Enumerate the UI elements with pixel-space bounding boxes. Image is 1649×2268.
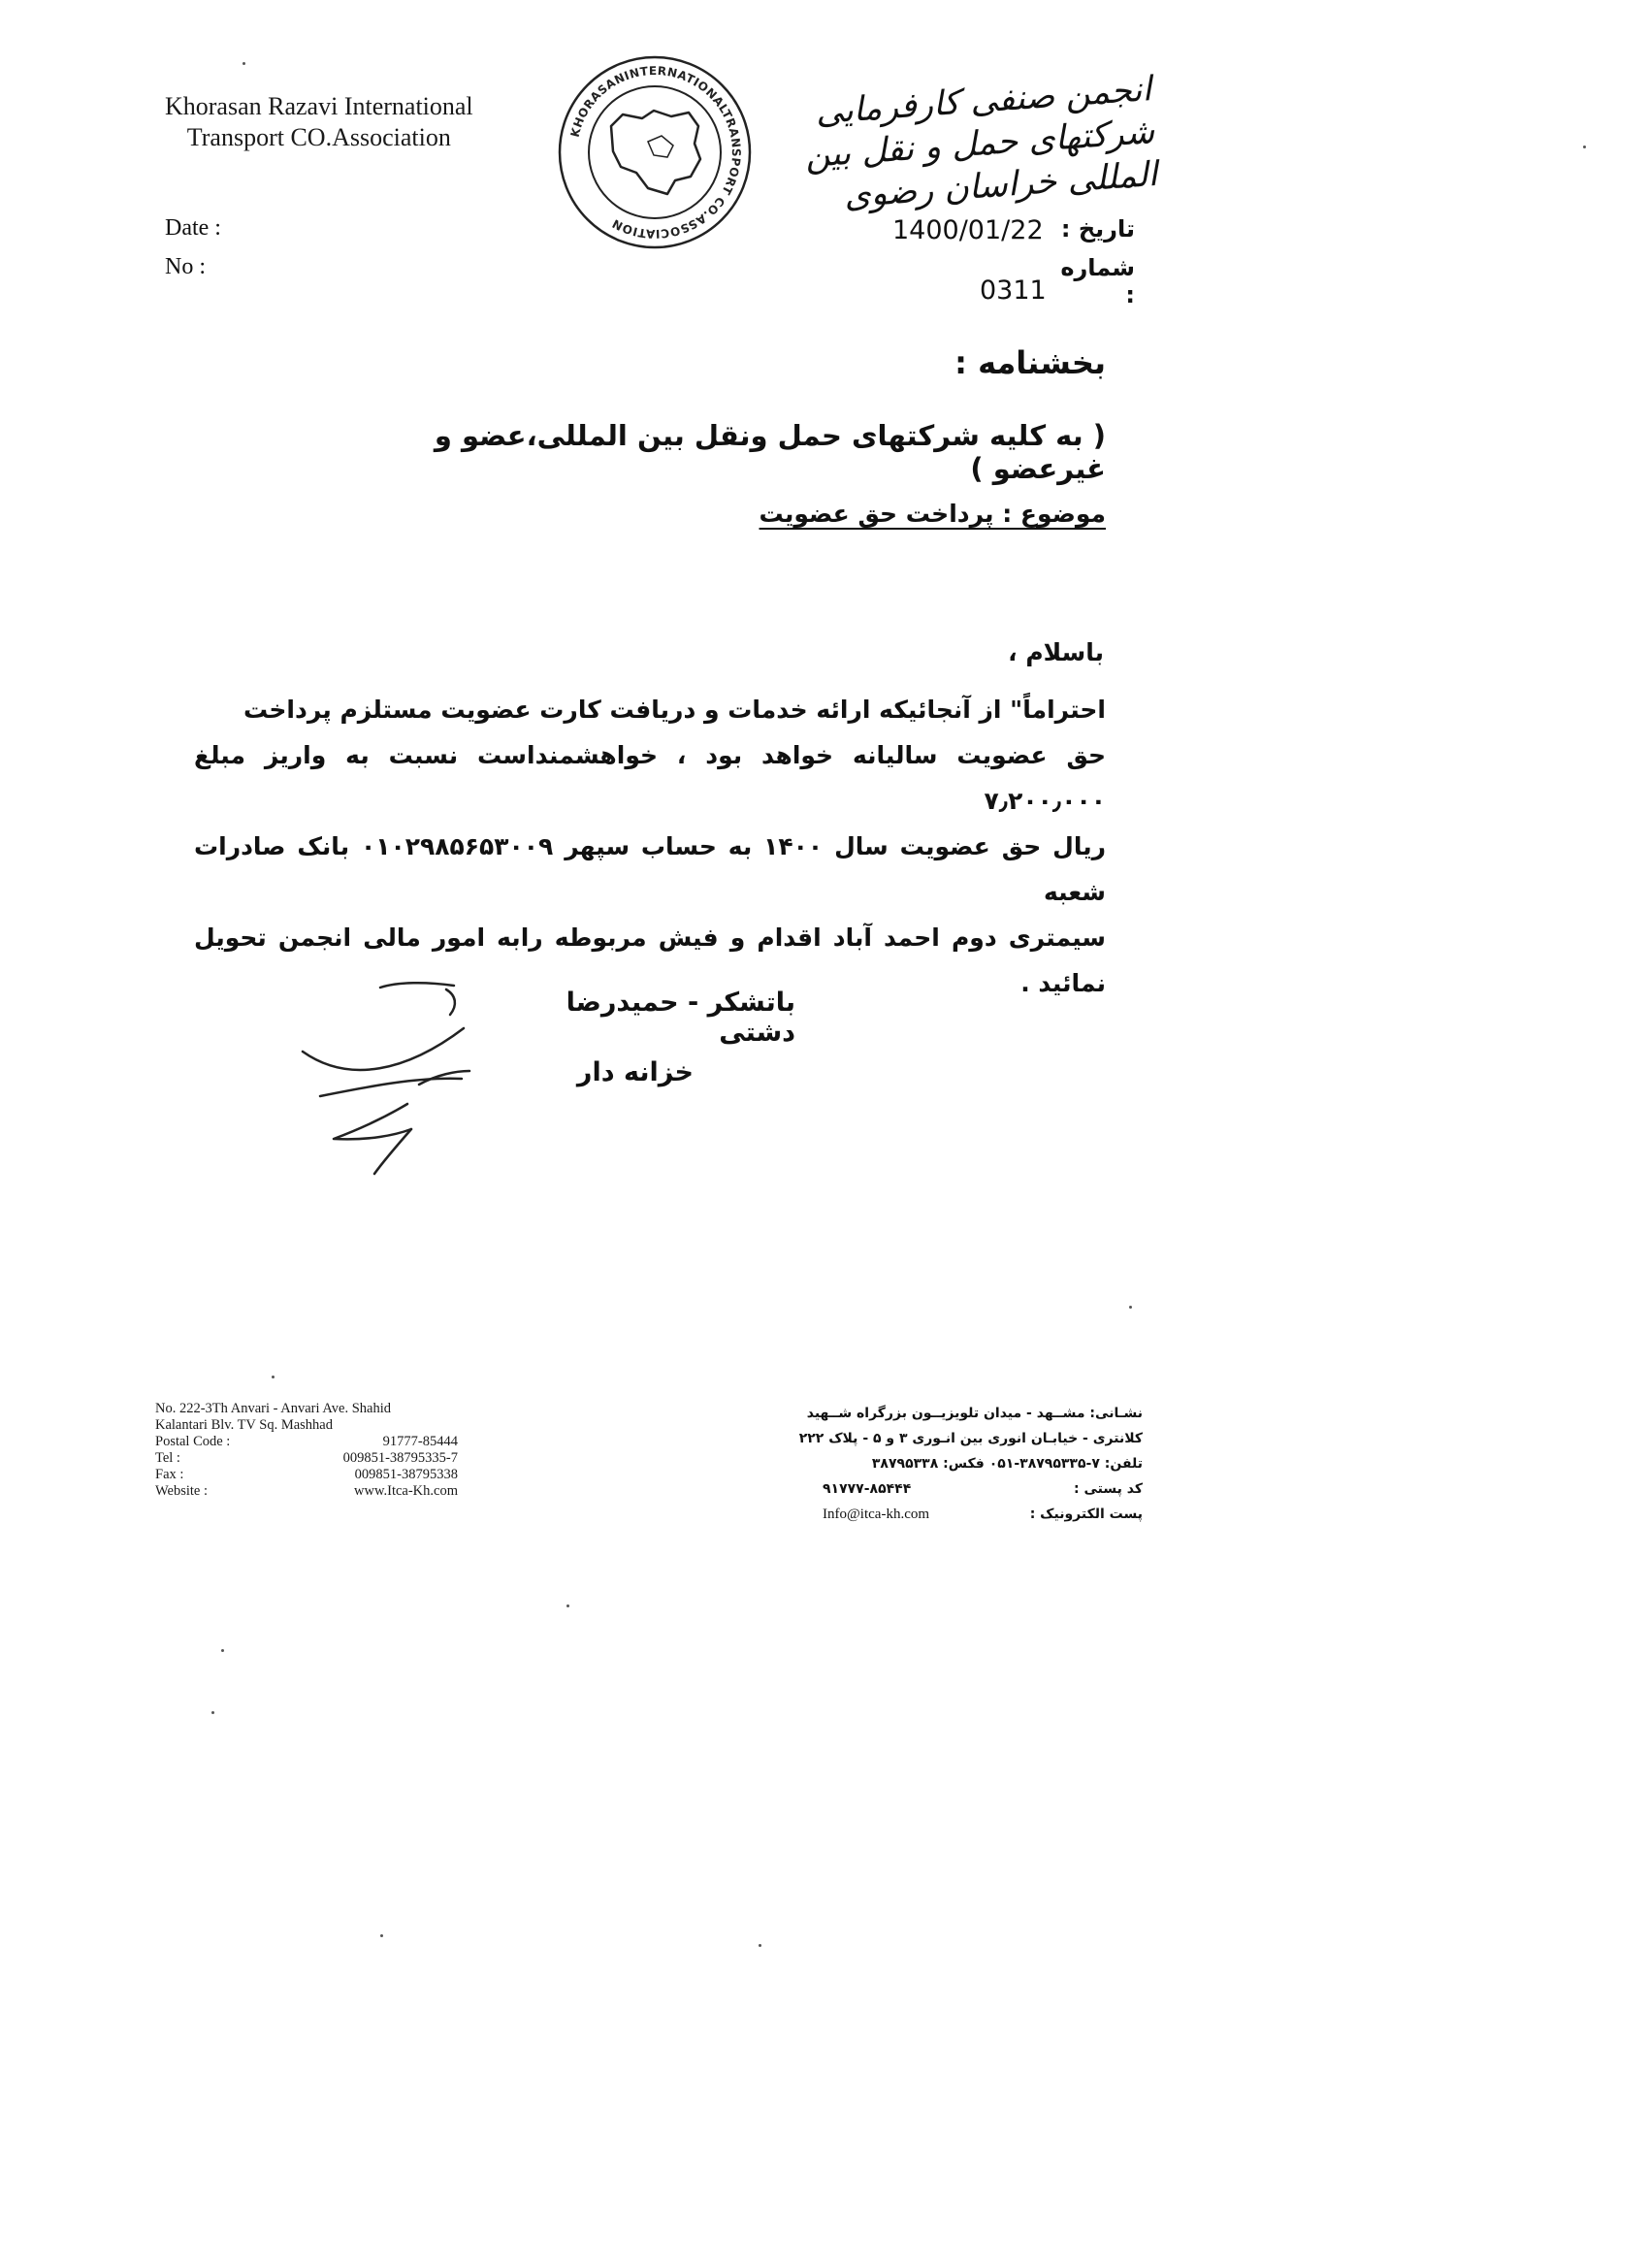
body-line: احتراماً" از آنجائیکه ارائه خدمات و دریافت کارت عضویت مستلزم پرداخت (242, 696, 1106, 724)
footer-postal-value: 91777-85444 (382, 1434, 458, 1449)
footer-postal-row (155, 1434, 458, 1450)
date-label-fa: تاریخ : (1060, 215, 1135, 243)
handwritten-signature (291, 970, 524, 1183)
organization-name-en-line2: Transport CO.Association (186, 123, 451, 151)
footer-fa-postal-label: کد پستی : (1074, 1481, 1143, 1497)
footer-website-value: www.Itca-Kh.com (354, 1483, 458, 1499)
footer-tel-row (155, 1450, 458, 1467)
date-label-en: Date : (165, 215, 221, 241)
closing-signer: باتشکر - حمیدرضا دشتی (566, 988, 795, 1048)
footer-contact-en (155, 1401, 458, 1500)
scan-speck (211, 1711, 214, 1714)
footer-fa-address-line: کلانتری - خیابـان انوری بین انـوری ۳ و ۵ - پلاک ۲۲۲ (798, 1431, 1143, 1446)
organization-name-en-line1: Khorasan Razavi International (165, 92, 473, 120)
body-line: حق عضویت سالیانه خواهد بود ، خواهشمنداست نسبت به واریز مبلغ ۷٫۲۰۰٫۰۰۰ (194, 741, 1106, 815)
footer-tel-value: 009851-38795335-7 (342, 1450, 458, 1466)
scan-speck (272, 1376, 275, 1378)
date-value: 1400/01/22 (892, 215, 1044, 245)
footer-address-line: No. 222-3Th Anvari - Anvari Ave. Shahid (155, 1401, 391, 1416)
body-line: ریال حق عضویت سال ۱۴۰۰ به حساب سپهر ۰۱۰۲۹۸۵۶۵۳۰۰۹ بانک صادرات شعبه (194, 832, 1106, 906)
number-label-en: No : (165, 254, 206, 279)
scan-speck (1583, 146, 1586, 148)
letter-body (194, 687, 1106, 1006)
footer-address-line: Kalantari Blv. TV Sq. Mashhad (155, 1417, 333, 1433)
svg-text:KHORASANINTERNATIONALTRANSPORT: KHORASANINTERNATIONALTRANSPORT CO.ASSOCIATION (567, 63, 744, 242)
number-label-fa: شماره : (1060, 254, 1135, 308)
number-value: 0311 (980, 275, 1047, 306)
scan-speck (566, 1604, 569, 1607)
footer-postal-label: Postal Code : (155, 1434, 231, 1449)
footer-tel-label: Tel : (155, 1450, 180, 1466)
footer-fa-phone-line: تلفن: ۷-۳۸۷۹۵۳۳۵-۰۵۱ فکس: ۳۸۷۹۵۳۳۸ (871, 1456, 1143, 1472)
scan-speck (759, 1944, 761, 1947)
footer-fa-email-value: Info@itca-kh.com (823, 1507, 930, 1522)
body-line: سیمتری دوم احمد آباد اقدام و فیش مربوطه رابه امور مالی انجمن تحویل نمائید . (194, 923, 1106, 997)
scan-speck (242, 62, 245, 65)
footer-fax-value: 009851-38795338 (354, 1467, 458, 1482)
footer-fa-postal-value: ۹۱۷۷۷-۸۵۴۴۴ (823, 1481, 912, 1497)
footer-fa-email-label: پست الکترونیک : (1029, 1507, 1143, 1522)
circular-heading: بخشنامه : (954, 344, 1106, 381)
footer-fax-row (155, 1467, 458, 1483)
footer-contact-fa (798, 1401, 1143, 1527)
signer-role: خزانه دار (576, 1057, 694, 1087)
footer-website-row (155, 1483, 458, 1500)
association-seal-logo (553, 50, 757, 254)
footer-website-label: Website : (155, 1483, 208, 1499)
footer-fa-email-row (823, 1502, 1143, 1527)
footer-fax-label: Fax : (155, 1467, 184, 1482)
footer-fa-address-line: نشـانی: مشــهد - میدان تلویزیــون بزرگراه شــهید (806, 1406, 1143, 1421)
scan-speck (380, 1934, 383, 1937)
scan-speck (221, 1649, 224, 1652)
footer-fa-postal-row (823, 1476, 1143, 1502)
organization-name-fa: انجمن صنفی کارفرمایی شرکتهای حمل و نقل بین المللی خراسان رضوی (803, 70, 1159, 216)
salutation: باسلام ، (1008, 638, 1104, 666)
scan-speck (1129, 1306, 1132, 1309)
subject-line: موضوع : پرداخت حق عضویت (759, 500, 1106, 528)
recipients-line: ( به کلیه شرکتهای حمل ونقل بین المللی،عضو و غیرعضو ) (434, 419, 1106, 485)
organization-name-en (165, 91, 473, 153)
